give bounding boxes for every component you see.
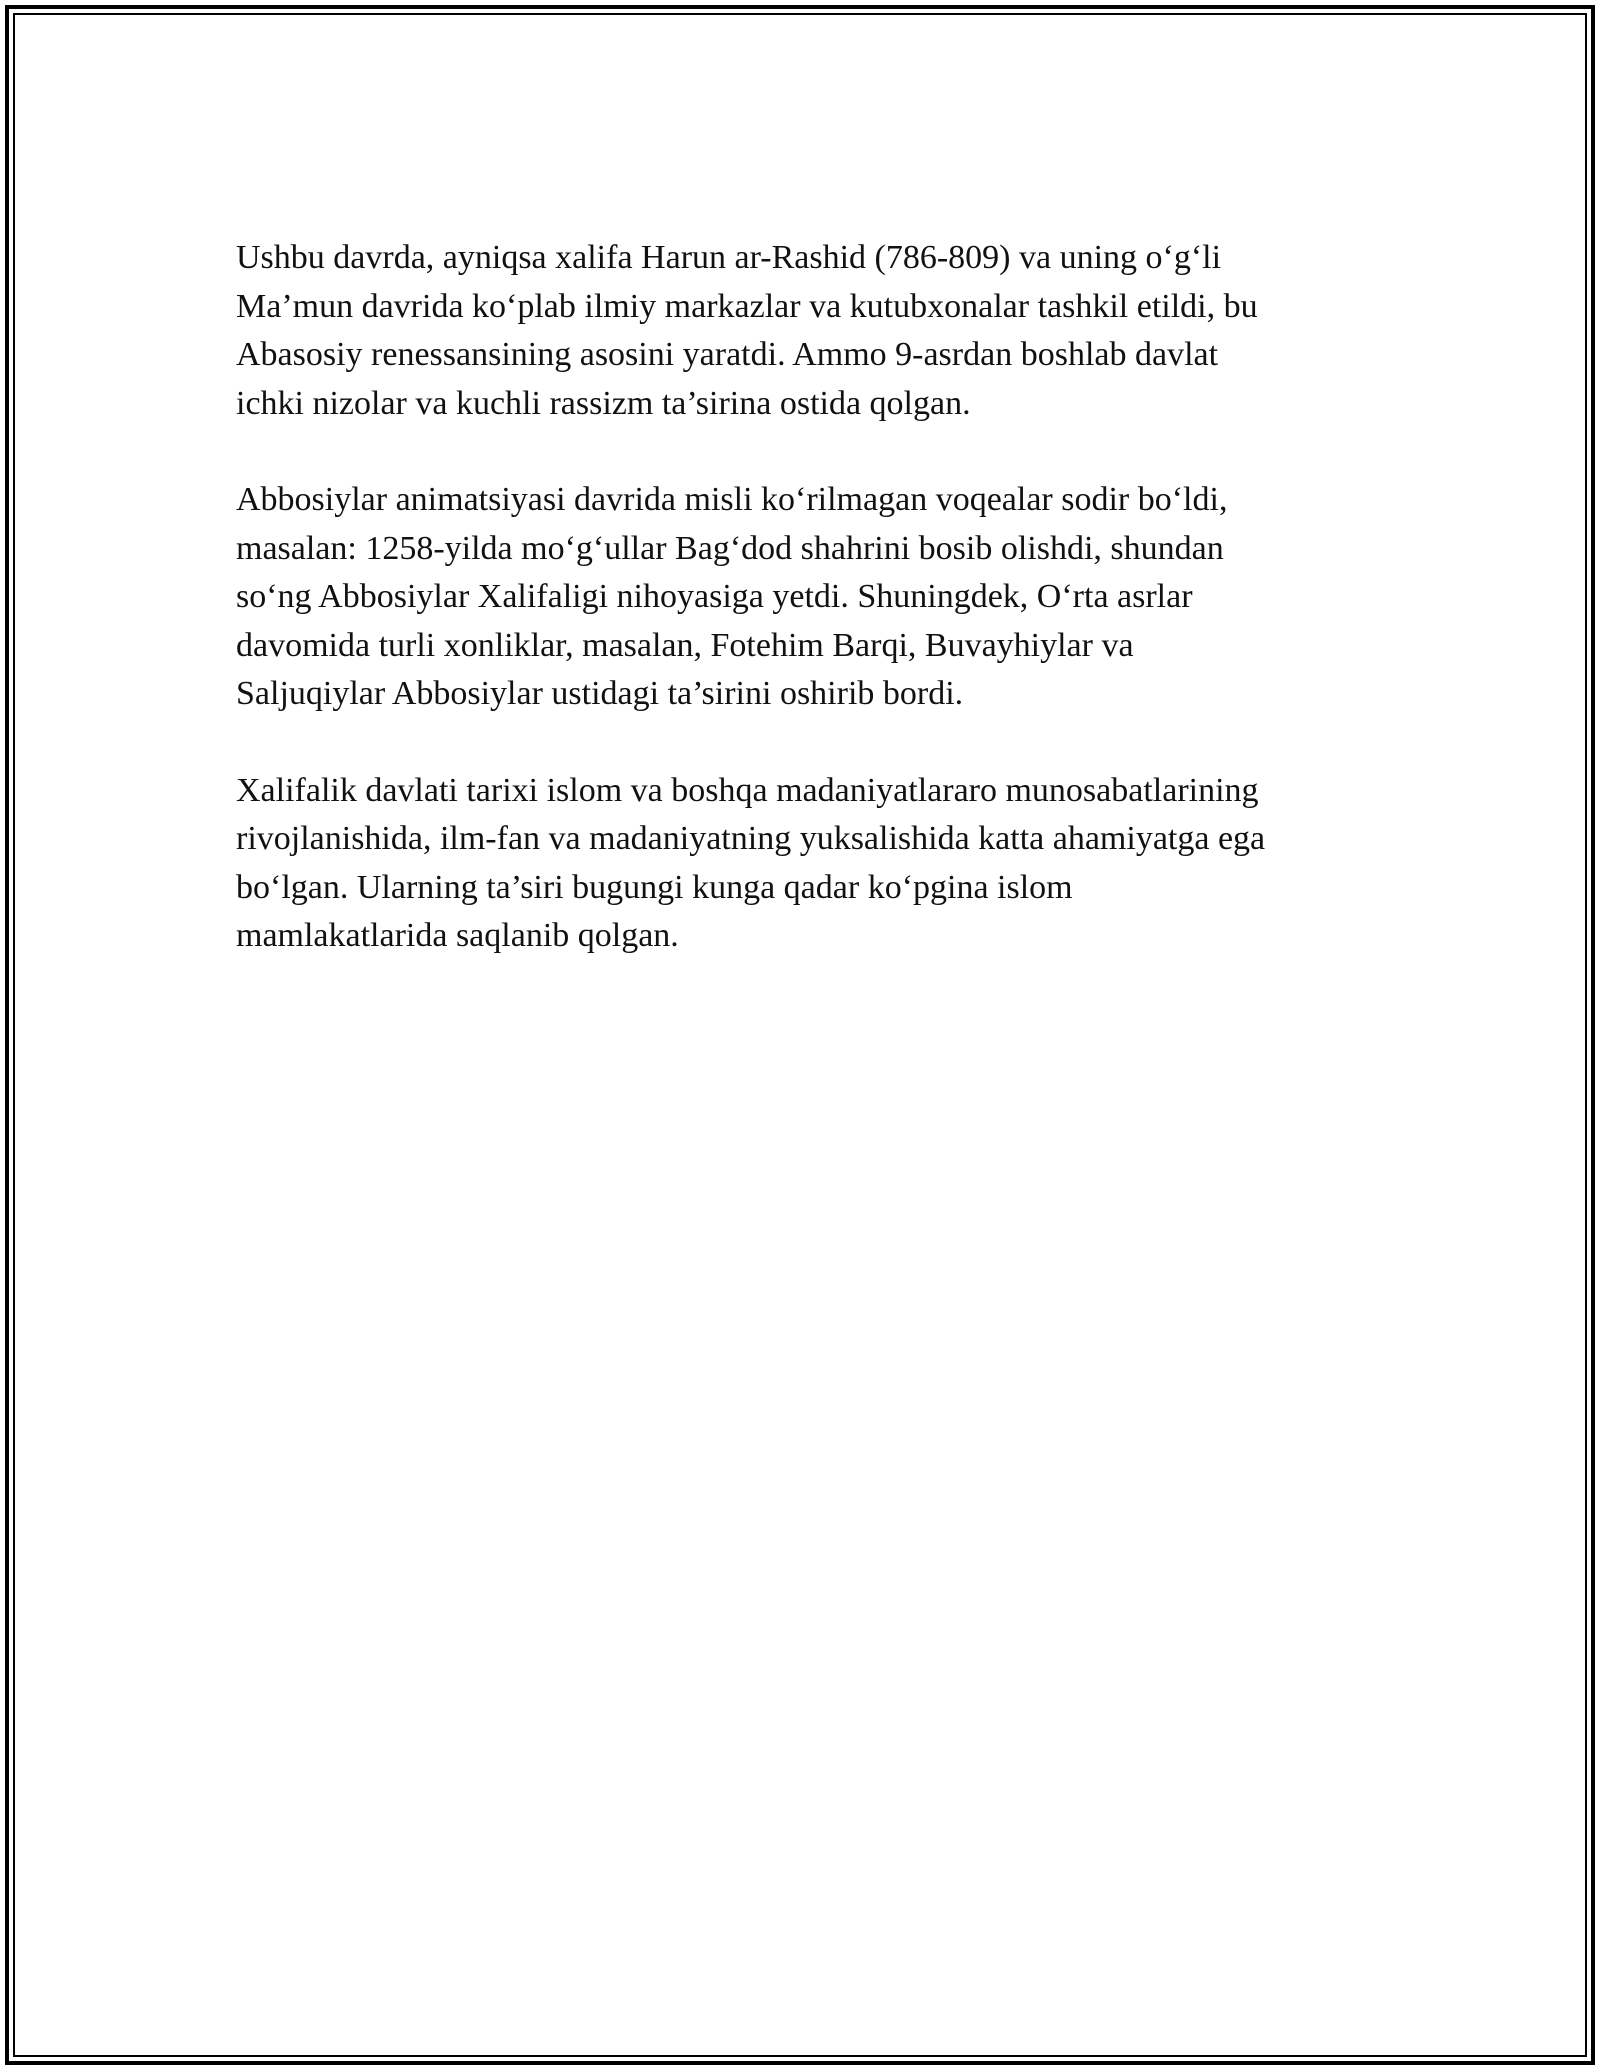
text-line: Ma’mun davrida ko‘plab ilmiy markazlar va kutubxonalar tashkil etildi, bu <box>236 287 1258 325</box>
text-line: Abbosiylar animatsiyasi davrida misli ko‘rilmagan voqealar sodir bo‘ldi, <box>236 481 1228 518</box>
text-line: ichki nizolar va kuchli rassizm ta’sirina ostida qolgan. <box>236 384 971 422</box>
text-line: Abasosiy renessansining asosini yaratdi. Ammo 9-asrdan boshlab davlat <box>236 336 1219 373</box>
paragraph-3 <box>236 767 1366 961</box>
text-line: rivojlanishida, ilm-fan va madaniyatning yuksalishida katta ahamiyatga ega <box>236 820 1266 857</box>
text-line: Saljuqiylar Abbosiylar ustidagi ta’sirini oshirib bordi. <box>236 675 964 712</box>
text-line: Ushbu davrda, ayniqsa xalifa Harun ar-Rashid (786-809) va uning o‘g‘li <box>236 239 1222 276</box>
text-line: davomida turli xonliklar, masalan, Fotehim Barqi, Buvayhiylar va <box>236 626 1134 664</box>
paragraph-2 <box>236 476 1366 719</box>
document-body <box>236 234 1366 1009</box>
text-line: so‘ng Abbosiylar Xalifaligi nihoyasiga yetdi. Shuningdek, O‘rta asrlar <box>236 578 1193 615</box>
text-line: mamlakatlarida saqlanib qolgan. <box>236 917 679 954</box>
text-line: bo‘lgan. Ularning ta’siri bugungi kunga qadar ko‘pgina islom <box>236 868 1073 906</box>
paragraph-1 <box>236 234 1366 428</box>
text-line: Xalifalik davlati tarixi islom va boshqa madaniyatlararo munosabatlarining <box>236 771 1259 809</box>
text-line: masalan: 1258-yilda mo‘g‘ullar Bag‘dod shahrini bosib olishdi, shundan <box>236 529 1224 567</box>
